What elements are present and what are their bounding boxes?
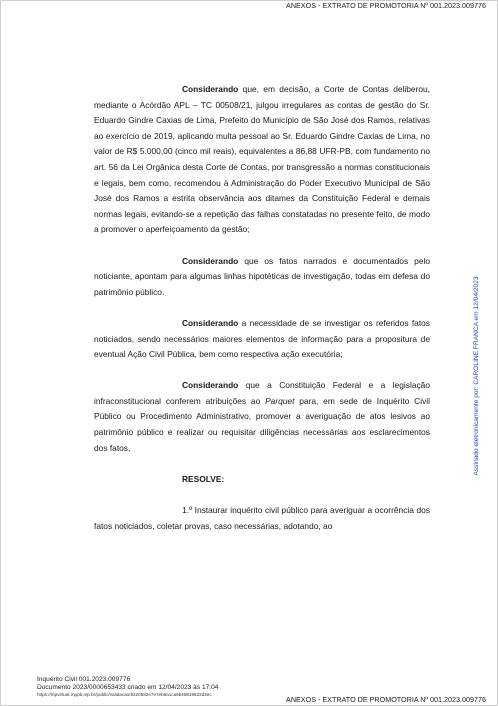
footer-stamp: ANEXOS - EXTRATO DE PROMOTORIA Nº 001.2023.009776 xyxy=(286,695,486,704)
paragraph-4 xyxy=(94,378,430,456)
document-body xyxy=(94,82,430,534)
paragraph-1 xyxy=(94,82,430,238)
paragraph-2 xyxy=(94,254,430,301)
resolution-item-1: 1.º Instaurar inquérito civil público para averiguar a ocorrência dos fatos noticiados, coletar provas, caso necessárias, adotando, ao xyxy=(94,505,430,531)
header-stamp: ANEXOS - EXTRATO DE PROMOTORIA Nº 001.2023.009776 xyxy=(286,1,486,10)
electronic-signature: Assinado eletronicamente por: CAROLINE FRANCA em 12/04/2023 xyxy=(473,276,480,476)
paragraph-1-text: que, em decisão, a Corte de Contas deliberou, mediante o Acórdão APL – TC 00508/21, julgou irregulares as contas de gestão do Sr. Eduardo Gindre Caxias de Lima, Prefeito do Município de São José dos Ramos, relativas ao exercício de 2019, aplicando multa pessoal ao Sr. Eduardo Gindre Caxias de Lima, no valor de R$ 5.000,00 (cinco mil reais), equivalentes a 86,88 UFR-PB, com fundamento no art. 56 da Lei Orgânica desta Corte de Contas, por transgressão a normas constitucionais e legais, bem como, recomendou à Administração do Poder Executivo Municipal de São José dos Ramos a estrita observância aos ditames da Constituição Federal e demais normas legais, evitando-se a repetição das falhas constatadas no presente feito, de modo a promover o aperfeiçoamento da gestão; xyxy=(94,84,430,235)
paragraph-1-lead: Considerando xyxy=(182,84,239,94)
footer-document: Documento 2023/0000653433 criado em 12/04/2023 às 17:04 xyxy=(37,684,219,692)
resolve-heading: RESOLVE: xyxy=(182,473,225,484)
paragraph-4-italic: Parquet xyxy=(265,395,295,406)
paragraph-3-lead: Considerando xyxy=(182,317,239,328)
paragraph-4-text-b: para, em sede de Inquérito Civil Público ou Procedimento Administrativo, promover a averiguação de atos lesivos ao patrimônio público e realizar ou requisitar diligências necessárias aos esclarecimentos dos fatos, xyxy=(94,395,430,453)
paragraph-2-lead: Considerando xyxy=(182,255,239,266)
paragraph-2-text: que os fatos narrados e documentados pelo noticiante, apontam para algumas linhas hipotéticas de investigação, todas em defesa do patrimônio público. xyxy=(94,255,430,297)
paragraph-3 xyxy=(94,316,430,363)
footer-validation-url[interactable]: https://mpvirtual.mppb.mp.br/public/validacao/8220582e7e7eb9a1ca9b45819822d3ec xyxy=(37,692,212,698)
footer-inquiry: Inquérito Civil 001.2023.009776 xyxy=(37,676,131,683)
paragraph-4-text-a: que a Constituição Federal e a legislação infraconstitucional conferem atribuições ao xyxy=(94,380,430,406)
paragraph-4-lead: Considerando xyxy=(182,380,239,391)
footer xyxy=(37,676,218,698)
paragraph-3-text: a necessidade de se investigar os referidos fatos noticiados, sendo necessários maiores elementos de informação para a propositura de eventual Ação Civil Pública, bem como respectiva ação executória; xyxy=(94,317,430,360)
